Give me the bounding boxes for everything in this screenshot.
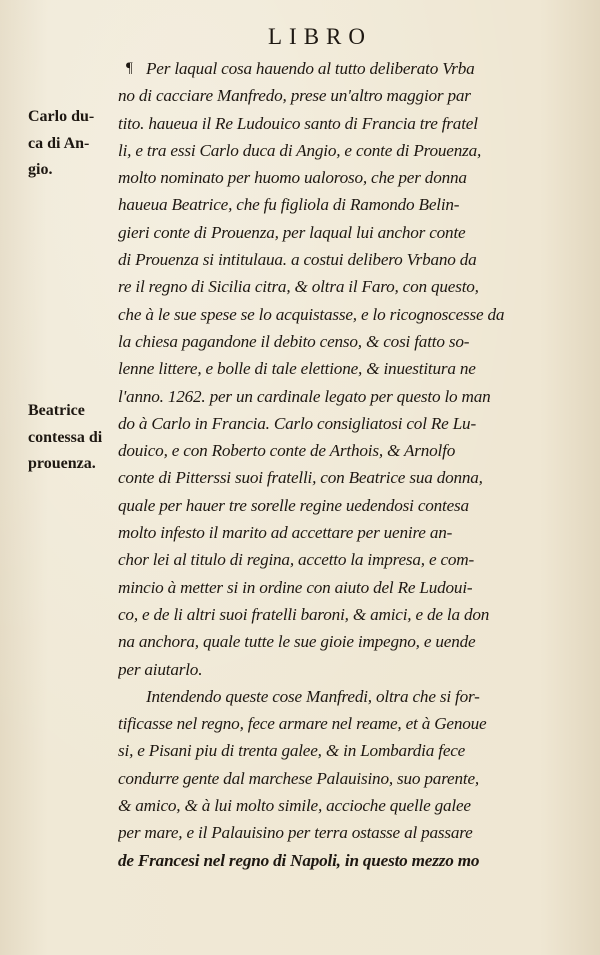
- text-line: molto infesto il marito ad accettare per uenire an-: [118, 523, 453, 543]
- text-line: molto nominato per huomo ualoroso, che per donna: [118, 168, 467, 188]
- running-title: LIBRO: [268, 24, 372, 49]
- text-line: mincio à metter si in ordine con aiuto del Re Ludoui-: [118, 577, 473, 597]
- text-line: no di cacciare Manfredo, prese un'altro maggior par: [118, 86, 471, 106]
- margin-note-beatrice: [28, 398, 120, 478]
- margin-note-line: prouenza.: [28, 455, 96, 472]
- margin-note-line: gio.: [28, 161, 53, 178]
- body-text: [118, 55, 573, 874]
- margin-note-line: contessa di: [28, 428, 103, 446]
- text-line: & amico, & à lui molto simile, accioche quelle galee: [118, 796, 471, 816]
- text-line: gieri conte di Prouenza, per laqual lui anchor conte: [118, 222, 466, 242]
- text-line: Intendendo queste cose Manfredi, oltra che si for-: [146, 686, 480, 706]
- text-line: lenne littere, e bolle di tale elettione, & inuestitura ne: [118, 359, 476, 379]
- margin-note-line: ca di An-: [28, 134, 90, 152]
- text-line: li, e tra essi Carlo duca di Angio, e conte di Prouenza,: [118, 140, 482, 160]
- text-line: condurre gente dal marchese Palauisino, suo parente,: [118, 768, 479, 788]
- text-line: co, e de li altri suoi fratelli baroni, & amici, e de la don: [118, 604, 490, 624]
- text-line: Per laqual cosa hauendo al tutto deliberato Vrba: [146, 59, 475, 78]
- text-line: conte di Pitterssi suoi fratelli, con Beatrice sua donna,: [118, 468, 483, 488]
- margin-note-line: Carlo du-: [28, 108, 95, 125]
- text-line: na anchora, quale tutte le sue gioie impegno, e uende: [118, 632, 476, 652]
- text-line: per mare, e il Palauisino per terra ostasse al passare: [118, 823, 473, 843]
- text-line: douico, e con Roberto conte de Arthois, & Arnolfo: [118, 441, 456, 461]
- text-line: la chiesa pagandone il debito censo, & cosi fatto so-: [118, 331, 470, 351]
- text-line: che à le sue spese se lo acquistasse, e lo ricognoscesse da: [118, 304, 505, 324]
- text-line: di Prouenza si intitulaua. a costui delibero Vrbano da: [118, 250, 477, 270]
- text-line: tificasse nel regno, fece armare nel reame, et à Genoue: [118, 714, 487, 734]
- text-line: tito. haueua il Re Ludouico santo di Francia tre fratel: [118, 113, 478, 133]
- text-line: si, e Pisani piu di trenta galee, & in Lombardia fece: [118, 741, 466, 761]
- text-line: re il regno di Sicilia citra, & oltra il Faro, con questo,: [118, 277, 479, 297]
- text-line: chor lei al titulo di regina, accetto la impresa, e com-: [118, 550, 475, 570]
- pilcrow-mark: ¶: [126, 60, 133, 76]
- margin-note-line: Beatrice: [28, 402, 85, 419]
- text-line: l'anno. 1262. per un cardinale legato per questo lo man: [118, 386, 491, 406]
- text-line: per aiutarlo.: [118, 659, 203, 679]
- text-line: do à Carlo in Francia. Carlo consigliatosi col Re Lu-: [118, 413, 476, 433]
- text-line: quale per hauer tre sorelle regine uedendosi contesa: [118, 495, 469, 515]
- text-line: haueua Beatrice, che fu figliola di Ramondo Belin-: [118, 195, 460, 215]
- paragraph-start: [118, 55, 573, 82]
- margin-note-carlo: [28, 104, 120, 184]
- text-line: de Francesi nel regno di Napoli, in questo mezzo mo: [118, 850, 480, 870]
